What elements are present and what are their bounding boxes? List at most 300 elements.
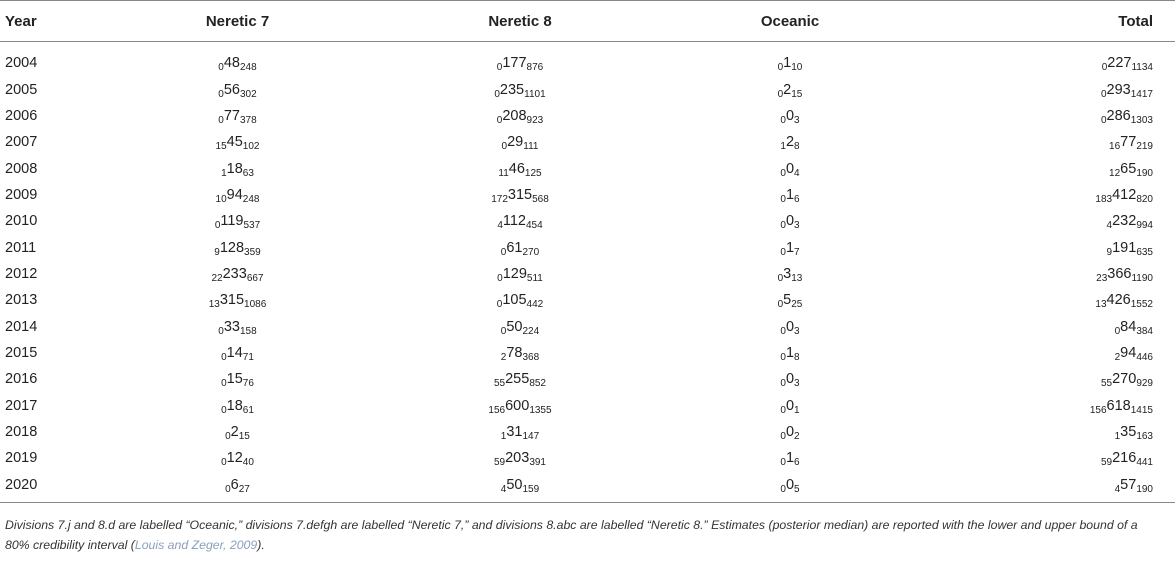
lower-bound: 0: [780, 378, 786, 390]
cell-neretic-8: [375, 472, 665, 503]
cell-neretic-7: [100, 76, 375, 102]
upper-bound: 3: [794, 325, 800, 337]
cell-oceanic: [665, 287, 915, 313]
table-body: [0, 42, 1175, 503]
cell-neretic-8: [375, 366, 665, 392]
cell-oceanic: [665, 340, 915, 366]
lower-bound: 59: [493, 457, 506, 469]
upper-bound: 25: [791, 299, 803, 311]
cell-neretic-8: [375, 445, 665, 471]
posterior-median: 0: [785, 423, 795, 440]
cell-neretic-7: [100, 287, 375, 313]
lower-bound: 0: [218, 114, 224, 126]
cell-neretic-8: [375, 129, 665, 155]
lower-bound: 2: [500, 351, 507, 363]
upper-bound: 219: [1136, 141, 1153, 153]
upper-bound: 923: [526, 114, 544, 126]
cell-neretic-7: [100, 340, 375, 366]
posterior-median: 233: [222, 265, 247, 282]
cell-neretic-8: [375, 155, 665, 181]
posterior-median: 0: [785, 318, 795, 335]
posterior-median: 235: [499, 81, 525, 98]
table-row: [0, 234, 1175, 260]
cell-total: [915, 234, 1175, 260]
cell-oceanic: [665, 313, 915, 339]
lower-bound: 9: [1106, 246, 1113, 258]
upper-bound: 568: [532, 193, 549, 205]
cell-neretic-7: [100, 261, 375, 287]
lower-bound: 172: [491, 193, 508, 205]
posterior-median: 78: [506, 344, 523, 361]
cell-neretic-8: [375, 234, 665, 260]
lower-bound: 0: [500, 325, 507, 337]
upper-bound: 158: [240, 325, 257, 337]
lower-bound: 156: [1089, 404, 1107, 416]
upper-bound: 1355: [529, 404, 552, 416]
upper-bound: 10: [791, 62, 803, 74]
lower-bound: 4: [1114, 483, 1121, 495]
cell-neretic-8: [375, 208, 665, 234]
footnote-text-end: ).: [257, 538, 265, 552]
posterior-median: 0: [785, 160, 795, 177]
posterior-median: 5: [783, 292, 792, 309]
upper-bound: 7: [794, 246, 800, 258]
upper-bound: 1415: [1130, 404, 1153, 416]
table-row: [0, 287, 1175, 313]
posterior-median: 618: [1106, 397, 1131, 414]
posterior-median: 46: [508, 160, 525, 177]
footnote-citation-link[interactable]: Louis and Zeger, 2009: [134, 538, 258, 552]
cell-neretic-8: [375, 103, 665, 129]
posterior-median: 119: [220, 213, 244, 230]
cell-neretic-8: [375, 182, 665, 208]
posterior-median: 18: [226, 160, 243, 177]
posterior-median: 2: [230, 423, 239, 440]
lower-bound: 0: [500, 246, 507, 258]
table-row: [0, 42, 1175, 77]
posterior-median: 18: [226, 397, 243, 414]
posterior-median: 57: [1120, 476, 1137, 493]
upper-bound: 63: [242, 167, 254, 179]
lower-bound: 16: [1109, 141, 1121, 153]
table-row: [0, 182, 1175, 208]
header-total: Total: [915, 1, 1175, 42]
posterior-median: 6: [230, 476, 239, 493]
upper-bound: 13: [791, 272, 803, 284]
posterior-median: 112: [502, 213, 526, 230]
upper-bound: 8: [794, 141, 800, 153]
posterior-median: 50: [506, 318, 523, 335]
cell-neretic-7: [100, 208, 375, 234]
cell-total: [915, 287, 1175, 313]
posterior-median: 12: [226, 450, 243, 467]
cell-total: [915, 129, 1175, 155]
posterior-median: 14: [226, 344, 243, 361]
cell-neretic-8: [375, 76, 665, 102]
lower-bound: 4: [1106, 220, 1113, 232]
cell-neretic-7: [100, 445, 375, 471]
posterior-median: 35: [1120, 423, 1137, 440]
cell-year: 2018: [5, 423, 38, 440]
cell-neretic-7: [100, 366, 375, 392]
upper-bound: 511: [526, 272, 543, 284]
lower-bound: 9: [214, 246, 220, 258]
upper-bound: 994: [1136, 220, 1153, 232]
posterior-median: 203: [505, 450, 530, 467]
cell-total: [915, 340, 1175, 366]
posterior-median: 412: [1112, 186, 1137, 203]
cell-year: 2005: [5, 81, 38, 98]
posterior-median: 208: [502, 107, 527, 124]
table-row: [0, 419, 1175, 445]
cell-neretic-7: [100, 182, 375, 208]
lower-bound: 0: [214, 220, 221, 232]
posterior-median: 0: [785, 371, 795, 388]
upper-bound: 302: [240, 88, 257, 100]
lower-bound: 0: [1100, 114, 1107, 126]
lower-bound: 13: [208, 299, 220, 311]
upper-bound: 15: [238, 430, 250, 442]
cell-oceanic: [665, 129, 915, 155]
cell-total: [915, 445, 1175, 471]
header-oceanic: Oceanic: [665, 1, 915, 42]
cell-total: [915, 76, 1175, 102]
lower-bound: 12: [1109, 167, 1121, 179]
posterior-median: 77: [1120, 134, 1137, 151]
upper-bound: 852: [529, 378, 546, 390]
upper-bound: 3: [794, 114, 800, 126]
upper-bound: 8: [794, 351, 800, 363]
posterior-median: 232: [1112, 213, 1137, 230]
posterior-median: 0: [785, 476, 795, 493]
upper-bound: 820: [1136, 193, 1153, 205]
cell-neretic-8: [375, 340, 665, 366]
lower-bound: 22: [211, 272, 223, 284]
upper-bound: 147: [522, 430, 540, 442]
table-header: [0, 1, 1175, 42]
lower-bound: 1: [221, 167, 227, 179]
cell-neretic-7: [100, 392, 375, 418]
posterior-median: 1: [785, 450, 795, 467]
lower-bound: 0: [780, 325, 786, 337]
cell-neretic-8: [375, 419, 665, 445]
header-row: [0, 1, 1175, 42]
lower-bound: 0: [501, 141, 508, 153]
cell-year: 2007: [5, 134, 38, 151]
lower-bound: 0: [221, 404, 227, 416]
cell-year: 2012: [5, 265, 38, 282]
upper-bound: 1101: [524, 88, 546, 100]
lower-bound: 23: [1096, 272, 1108, 284]
posterior-median: 1: [783, 55, 792, 72]
lower-bound: 0: [225, 483, 231, 495]
upper-bound: 190: [1136, 483, 1153, 495]
cell-neretic-7: [100, 234, 375, 260]
posterior-median: 177: [502, 55, 527, 72]
upper-bound: 368: [522, 351, 540, 363]
cell-neretic-7: [100, 155, 375, 181]
table-row: [0, 261, 1175, 287]
lower-bound: 0: [780, 457, 786, 469]
upper-bound: 1417: [1130, 88, 1153, 100]
posterior-median: 255: [505, 371, 530, 388]
cell-total: [915, 155, 1175, 181]
cell-oceanic: [665, 208, 915, 234]
cell-neretic-7: [100, 42, 375, 77]
upper-bound: 15: [791, 88, 803, 100]
upper-bound: 442: [526, 299, 544, 311]
table-row: [0, 103, 1175, 129]
upper-bound: 224: [522, 325, 540, 337]
upper-bound: 876: [526, 62, 544, 74]
cell-total: [915, 103, 1175, 129]
upper-bound: 3: [794, 378, 800, 390]
cell-oceanic: [665, 472, 915, 503]
cell-neretic-8: [375, 313, 665, 339]
lower-bound: 0: [780, 404, 786, 416]
cell-oceanic: [665, 42, 915, 77]
lower-bound: 0: [494, 88, 500, 100]
upper-bound: 190: [1136, 167, 1153, 179]
posterior-median: 77: [223, 107, 240, 124]
table-row: [0, 366, 1175, 392]
upper-bound: 1: [794, 404, 800, 416]
cell-neretic-8: [375, 392, 665, 418]
cell-year: 2016: [5, 371, 38, 388]
cell-year: 2015: [5, 344, 38, 361]
upper-bound: 4: [794, 167, 800, 179]
posterior-median: 33: [223, 318, 240, 335]
table-row: [0, 129, 1175, 155]
lower-bound: 0: [780, 246, 786, 258]
cell-year: 2017: [5, 397, 38, 414]
upper-bound: 1303: [1130, 114, 1153, 126]
cell-total: [915, 261, 1175, 287]
cell-neretic-7: [100, 129, 375, 155]
header-neretic-7: Neretic 7: [100, 1, 375, 42]
cell-year: 2006: [5, 107, 38, 124]
upper-bound: 71: [242, 351, 254, 363]
cell-total: [915, 366, 1175, 392]
table-row: [0, 313, 1175, 339]
lower-bound: 0: [780, 483, 786, 495]
upper-bound: 125: [524, 167, 542, 179]
posterior-median: 45: [226, 134, 243, 151]
lower-bound: 0: [777, 272, 784, 284]
cell-oceanic: [665, 234, 915, 260]
lower-bound: 183: [1095, 193, 1113, 205]
lower-bound: 0: [1101, 62, 1108, 74]
posterior-median: 191: [1112, 239, 1137, 256]
cell-year: 2008: [5, 160, 38, 177]
lower-bound: 0: [218, 325, 224, 337]
upper-bound: 40: [242, 457, 254, 469]
posterior-median: 366: [1107, 265, 1132, 282]
posterior-median: 1: [785, 186, 795, 203]
posterior-median: 3: [783, 265, 792, 282]
cell-total: [915, 182, 1175, 208]
posterior-median: 56: [223, 81, 240, 98]
lower-bound: 0: [221, 457, 227, 469]
posterior-median: 315: [219, 292, 245, 309]
lower-bound: 1: [500, 430, 507, 442]
cell-neretic-7: [100, 103, 375, 129]
cell-year: 2011: [5, 239, 37, 256]
lower-bound: 13: [1095, 299, 1107, 311]
cell-neretic-7: [100, 419, 375, 445]
table-row: [0, 155, 1175, 181]
cell-oceanic: [665, 392, 915, 418]
footnote-text: Divisions 7.j and 8.d are labelled “Oceanic,” divisions 7.defgh are labelled “Neretic 7,” and divisions 8.abc are labelled “Neretic 8.” Estimates (posterior median) are reported with the lower and upper bound of a 80% credibility interval (: [5, 518, 1138, 552]
lower-bound: 0: [218, 62, 224, 74]
posterior-median: 0: [785, 213, 795, 230]
posterior-median: 128: [219, 239, 245, 256]
upper-bound: 2: [794, 430, 800, 442]
upper-bound: 446: [1136, 351, 1153, 363]
posterior-median: 0: [785, 397, 795, 414]
cell-oceanic: [665, 103, 915, 129]
posterior-median: 0: [785, 107, 795, 124]
lower-bound: 0: [780, 430, 786, 442]
cell-oceanic: [665, 366, 915, 392]
cell-year: 2019: [5, 450, 38, 467]
upper-bound: 3: [794, 220, 800, 232]
cell-neretic-7: [100, 313, 375, 339]
cell-total: [915, 472, 1175, 503]
posterior-median: 48: [223, 55, 240, 72]
lower-bound: 0: [496, 62, 503, 74]
upper-bound: 1190: [1131, 272, 1153, 284]
upper-bound: 359: [244, 246, 261, 258]
upper-bound: 537: [243, 220, 261, 232]
lower-bound: 0: [777, 299, 784, 311]
header-neretic-8: Neretic 8: [375, 1, 665, 42]
cell-total: [915, 42, 1175, 77]
upper-bound: 76: [242, 378, 254, 390]
cell-total: [915, 313, 1175, 339]
posterior-median: 1: [785, 344, 795, 361]
cell-oceanic: [665, 445, 915, 471]
posterior-median: 270: [1112, 371, 1137, 388]
table-row: [0, 472, 1175, 503]
cell-oceanic: [665, 76, 915, 102]
cell-neretic-7: [100, 472, 375, 503]
table-row: [0, 76, 1175, 102]
cell-oceanic: [665, 419, 915, 445]
upper-bound: 929: [1136, 378, 1153, 390]
cell-total: [915, 419, 1175, 445]
upper-bound: 6: [794, 193, 800, 205]
cell-total: [915, 208, 1175, 234]
table-footnote: [5, 515, 1140, 555]
table-row: [0, 208, 1175, 234]
posterior-median: 31: [506, 423, 523, 440]
lower-bound: 0: [780, 114, 786, 126]
posterior-median: 1: [785, 239, 795, 256]
posterior-median: 216: [1112, 450, 1137, 467]
posterior-median: 50: [506, 476, 523, 493]
cell-oceanic: [665, 261, 915, 287]
upper-bound: 61: [242, 404, 254, 416]
cell-oceanic: [665, 155, 915, 181]
lower-bound: 59: [1100, 457, 1113, 469]
upper-bound: 102: [242, 141, 260, 153]
lower-bound: 0: [221, 378, 227, 390]
posterior-median: 84: [1120, 318, 1137, 335]
posterior-median: 65: [1120, 160, 1137, 177]
lower-bound: 0: [496, 299, 503, 311]
upper-bound: 248: [240, 62, 257, 74]
lower-bound: 0: [780, 220, 786, 232]
upper-bound: 454: [526, 220, 543, 232]
upper-bound: 5: [794, 483, 800, 495]
upper-bound: 384: [1136, 325, 1153, 337]
posterior-median: 2: [785, 134, 795, 151]
upper-bound: 1134: [1131, 62, 1153, 74]
upper-bound: 635: [1136, 246, 1153, 258]
cell-year: 2020: [0, 472, 100, 503]
cell-neretic-8: [375, 42, 665, 77]
lower-bound: 0: [496, 114, 503, 126]
posterior-median: 29: [507, 134, 524, 151]
lower-bound: 1: [780, 141, 786, 153]
cell-year: 2004: [5, 55, 38, 72]
lower-bound: 0: [780, 351, 786, 363]
table-row: [0, 340, 1175, 366]
upper-bound: 378: [240, 114, 257, 126]
lower-bound: 15: [215, 141, 227, 153]
posterior-median: 105: [502, 292, 527, 309]
upper-bound: 6: [794, 457, 800, 469]
upper-bound: 667: [246, 272, 264, 284]
upper-bound: 248: [242, 193, 260, 205]
cell-oceanic: [665, 182, 915, 208]
table-row: [0, 445, 1175, 471]
table-row: [0, 392, 1175, 418]
cell-neretic-8: [375, 261, 665, 287]
upper-bound: 163: [1136, 430, 1153, 442]
lower-bound: 0: [780, 193, 786, 205]
posterior-median: 129: [502, 265, 527, 282]
lower-bound: 4: [500, 483, 507, 495]
lower-bound: 0: [1114, 325, 1121, 337]
upper-bound: 391: [529, 457, 546, 469]
cell-year: 2009: [5, 186, 38, 203]
lower-bound: 1: [1114, 430, 1121, 442]
posterior-median: 2: [783, 81, 792, 98]
lower-bound: 156: [488, 404, 506, 416]
cell-neretic-8: [375, 287, 665, 313]
lower-bound: 0: [780, 167, 786, 179]
lower-bound: 4: [497, 220, 503, 232]
lower-bound: 0: [497, 272, 503, 284]
upper-bound: 1086: [244, 299, 267, 311]
cell-year: 2013: [5, 292, 38, 309]
upper-bound: 270: [522, 246, 540, 258]
cell-total: [915, 392, 1175, 418]
lower-bound: 11: [498, 167, 509, 179]
posterior-median: 286: [1106, 107, 1131, 124]
posterior-median: 94: [1120, 344, 1137, 361]
cell-year: 2010: [5, 213, 38, 230]
lower-bound: 2: [1114, 351, 1121, 363]
lower-bound: 0: [1100, 88, 1107, 100]
lower-bound: 10: [215, 193, 227, 205]
posterior-median: 15: [226, 371, 243, 388]
posterior-median: 227: [1107, 55, 1132, 72]
lower-bound: 0: [221, 351, 227, 363]
lower-bound: 0: [218, 88, 224, 100]
